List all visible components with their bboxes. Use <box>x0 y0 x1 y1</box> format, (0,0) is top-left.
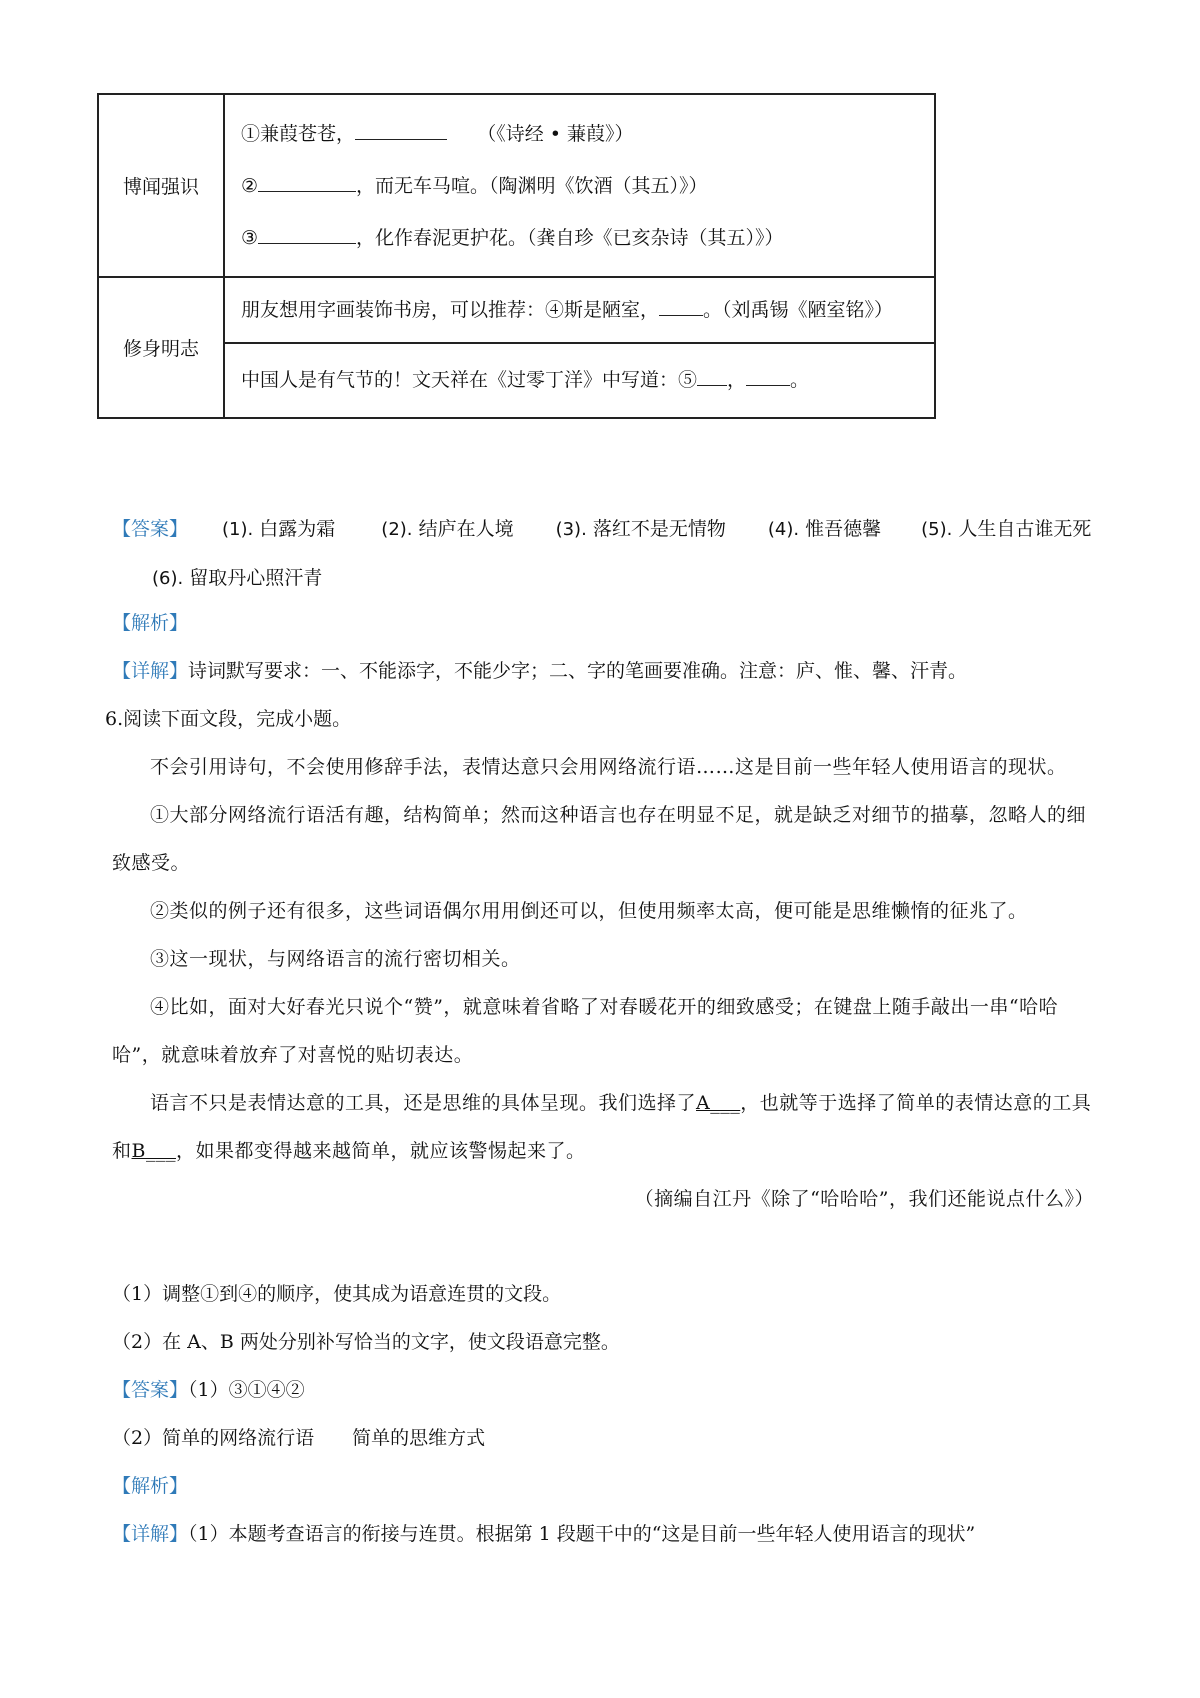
answer-num: (5). <box>921 519 953 540</box>
q6-answer-line-1: 【答案】（1）③①④② <box>112 1379 305 1401</box>
table-row <box>98 94 935 277</box>
passage <box>112 743 1102 1223</box>
line-text: 。（刘禹锡《陋室铭》） <box>703 299 894 321</box>
line-source: （《诗经 • 蒹葭》） <box>477 122 634 145</box>
category-label: 修身明志 <box>122 338 199 360</box>
passage-paragraph: ①大部分网络流行语活有趣，结构简单；然而这种语言也存在明显不足，就是缺乏对细节的描摹，忽略人的细致感受。 <box>112 804 1087 874</box>
blank-5a[interactable] <box>697 367 727 386</box>
line-text: ，而无车马喧。（陶渊明《饮酒（其五）》） <box>356 174 708 197</box>
answer-item: (6). 留取丹心照汗青 <box>152 567 323 589</box>
q5-answers <box>112 505 1102 603</box>
detail-paragraph: 【详解】诗词默写要求：一、不能添字，不能少字；二、字的笔画要准确。注意：庐、惟、馨、汗青。 <box>112 660 968 682</box>
q6-analysis-heading: 【解析】 <box>112 1475 189 1497</box>
blank-4[interactable] <box>659 297 703 316</box>
question-title: 6.阅读下面文段，完成小题。 <box>105 708 352 730</box>
passage-paragraph: 不会引用诗句，不会使用修辞手法，表情达意只会用网络流行语……这是目前一些年轻人使用语言的现状。 <box>150 756 1067 778</box>
line-text: ，化作春泥更护花。（龚自珍《已亥杂诗（其五）》） <box>356 226 784 249</box>
q6-answer-line-2: （2）简单的网络流行语 简单的思维方式 <box>112 1427 486 1449</box>
lines-cell <box>224 94 935 277</box>
line-text: 。 <box>790 369 810 391</box>
answer-item: (3). 落红不是无情物 <box>555 518 726 540</box>
category-cell <box>98 277 224 418</box>
poem-line-3 <box>225 212 934 264</box>
answer-text: 人生自古谁无死 <box>958 518 1092 540</box>
line-text: ③ <box>241 226 259 249</box>
table-row <box>98 277 935 418</box>
sub-question-2: （2）在 A、B 两处分别补写恰当的文字，使文段语意完整。 <box>112 1331 620 1353</box>
passage-source: （摘编自江丹《除了“哈哈哈”，我们还能说点什么》） <box>634 1188 1094 1210</box>
passage-paragraph: ④比如，面对大好春光只说个“赞”，就意味着省略了对春暖花开的细致感受；在键盘上随手敲出一串“哈哈哈”，就意味着放弃了对喜悦的贴切表达。 <box>112 996 1059 1066</box>
line-text: ， <box>727 369 747 391</box>
lines-cell <box>224 277 935 418</box>
answer-tag: 【答案】 <box>112 518 189 540</box>
passage-paragraph: ③这一现状，与网络语言的流行密切相关。 <box>150 948 521 970</box>
blank-b[interactable]: B___ <box>131 1140 176 1162</box>
poem-line-4 <box>225 279 934 342</box>
line-text: ② <box>241 174 259 197</box>
answer-item: (4). 惟吾德馨 <box>767 518 882 540</box>
line-text: 中国人是有气节的！文天祥在《过零丁洋》中写道：⑤ <box>241 369 698 391</box>
category-cell <box>98 94 224 277</box>
passage-paragraph: 语言不只是表情达意的工具，还是思维的具体呈现。我们选择了A___，也就等于选择了简单的表情达意的工具和B___，如果都变得越来越简单，就应该警惕起来了。 <box>112 1092 1092 1162</box>
q6-detail-paragraph: 【详解】（1）本题考查语言的衔接与连贯。根据第 1 段题干中的“这是目前一些年轻人使用语言的现状” <box>112 1523 976 1545</box>
line-text: 朋友想用字画装饰书房，可以推荐：④斯是陋室， <box>241 299 660 321</box>
passage-paragraph: ②类似的例子还有很多，这些词语偶尔用用倒还可以，但使用频率太高，便可能是思维懒惰的征兆了。 <box>150 900 1028 922</box>
answer-item: (2). 结庐在人境 <box>381 518 514 540</box>
blank-1[interactable] <box>355 121 447 140</box>
category-label: 博闻强识 <box>122 176 199 198</box>
sub-question-1: （1）调整①到④的顺序，使其成为语意连贯的文段。 <box>112 1283 562 1305</box>
poem-line-5 <box>225 342 934 416</box>
line-text: ①兼葭苍苍， <box>241 122 356 145</box>
blank-2[interactable] <box>258 173 356 192</box>
blank-3[interactable] <box>258 225 356 244</box>
answer-item: (1). 白露为霜 <box>222 518 336 540</box>
analysis-heading: 【解析】 <box>112 612 189 634</box>
blank-5b[interactable] <box>746 367 790 386</box>
blank-a[interactable]: A___ <box>696 1092 741 1114</box>
poem-line-2 <box>225 160 934 212</box>
poem-table <box>97 93 936 419</box>
poem-line-1 <box>225 108 934 160</box>
